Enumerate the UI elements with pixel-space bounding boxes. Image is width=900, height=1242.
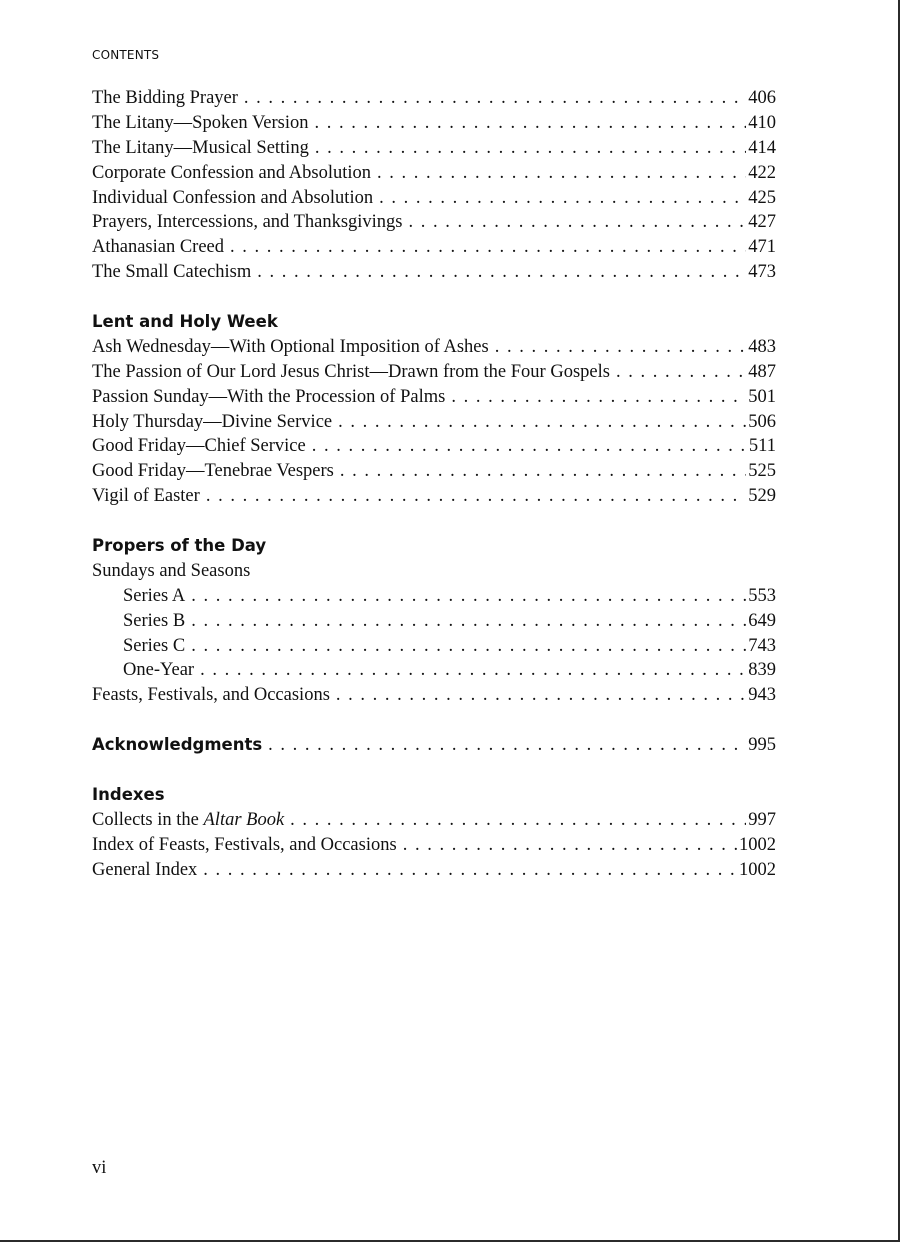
toc-entry-title: Corporate Confession and Absolution [92, 162, 372, 183]
toc-entry [92, 111, 776, 136]
toc-entry-page: 406 [748, 88, 776, 108]
dot-leader [191, 634, 746, 659]
toc-entry-title: Prayers, Intercessions, and Thanksgivings [92, 212, 403, 233]
toc-entry [92, 658, 776, 683]
toc-subheading-title: Sundays and Seasons [92, 560, 251, 581]
dot-leader [203, 858, 737, 883]
toc-entry-page: 943 [748, 685, 776, 706]
toc-entry-title [92, 808, 284, 833]
altar-book-title: Altar Book [203, 809, 285, 830]
toc-subheading [92, 559, 776, 584]
dot-leader [312, 434, 747, 459]
dot-leader [336, 683, 746, 708]
dot-leader [451, 385, 746, 410]
toc-entry [92, 858, 776, 883]
toc-entry [92, 683, 776, 708]
toc-entry-page: 471 [748, 237, 776, 258]
toc-entry [92, 634, 776, 659]
dot-leader [268, 733, 746, 758]
toc-entry-title: Acknowledgments [92, 735, 263, 755]
dot-leader [409, 210, 747, 235]
dot-leader [230, 235, 746, 260]
dot-leader [315, 136, 746, 161]
dot-leader [244, 86, 746, 111]
toc-entry-title: General Index [92, 859, 198, 880]
toc-entry-page: 743 [748, 635, 776, 656]
toc-entry-title: The Bidding Prayer [92, 88, 238, 108]
dot-leader [495, 335, 747, 360]
toc-entry [92, 410, 776, 435]
toc-entry-title: Series C [123, 635, 186, 656]
page-folio: vi [92, 1158, 107, 1178]
toc-entry [92, 484, 776, 509]
toc-entry-title: Good Friday—Chief Service [92, 436, 306, 457]
toc-entry-page: 483 [748, 336, 776, 357]
toc-entry-page: 997 [748, 809, 776, 830]
toc-entry-title: Ash Wednesday—With Optional Imposition of Ashes [92, 336, 489, 357]
dot-leader [340, 459, 746, 484]
dot-leader [290, 808, 746, 833]
toc-entry-page: 501 [748, 386, 776, 407]
section-gap [92, 285, 776, 310]
toc-entry [92, 86, 776, 111]
toc-entry-title: One-Year [123, 660, 195, 681]
toc-entry [92, 609, 776, 634]
dot-leader [206, 484, 746, 509]
toc-entry [92, 186, 776, 211]
toc-entry [92, 260, 776, 285]
toc-entry-page: 995 [748, 735, 776, 756]
dot-leader [191, 584, 746, 609]
toc-entry [92, 584, 776, 609]
toc-entry-page: 414 [748, 137, 776, 158]
toc-entry [92, 385, 776, 410]
toc-entry [92, 136, 776, 161]
table-of-contents [92, 86, 776, 883]
toc-entry-page: 425 [748, 187, 776, 208]
toc-entry [92, 434, 776, 459]
toc-entry-page: 649 [748, 610, 776, 631]
dot-leader [200, 658, 746, 683]
toc-entry-title: The Passion of Our Lord Jesus Christ—Drawn from the Four Gospels [92, 361, 610, 382]
toc-entry-title: Athanasian Creed [92, 237, 225, 258]
toc-entry [92, 235, 776, 260]
dot-leader [377, 161, 746, 186]
toc-entry-title: Holy Thursday—Divine Service [92, 411, 333, 432]
toc-entry-page: 422 [748, 162, 776, 183]
collects-prefix: Collects in the [92, 809, 204, 830]
toc-entry-title: Series B [123, 610, 186, 631]
toc-entry-title: Index of Feasts, Festivals, and Occasions [92, 834, 397, 855]
toc-entry [92, 161, 776, 186]
toc-entry-page: 529 [748, 486, 776, 507]
toc-entry-acknowledgments [92, 733, 776, 758]
toc-entry-page: 511 [748, 436, 776, 457]
section-gap [92, 758, 776, 783]
dot-leader [616, 360, 746, 385]
toc-entry [92, 335, 776, 360]
dot-leader [403, 833, 737, 858]
toc-entry [92, 459, 776, 484]
toc-entry-page: 473 [748, 262, 776, 283]
toc-entry-title: Series A [123, 585, 186, 606]
toc-entry-page: 487 [748, 361, 776, 382]
section-heading-lent: Lent and Holy Week [92, 312, 278, 332]
section-gap [92, 509, 776, 534]
toc-entry-title: Vigil of Easter [92, 486, 200, 507]
running-head: CONTENTS [92, 48, 160, 62]
dot-leader [257, 260, 746, 285]
toc-entry-title: The Litany—Musical Setting [92, 137, 309, 158]
section-heading-indexes: Indexes [92, 784, 165, 804]
toc-entry-title: Passion Sunday—With the Procession of Palms [92, 386, 446, 407]
dot-leader [191, 609, 746, 634]
toc-entry-page: 1002 [739, 859, 776, 880]
toc-entry [92, 833, 776, 858]
toc-entry-title: The Small Catechism [92, 262, 252, 283]
dot-leader [338, 410, 746, 435]
toc-entry-title: Feasts, Festivals, and Occasions [92, 685, 330, 706]
toc-entry [92, 808, 776, 833]
toc-entry-page: 410 [748, 112, 776, 133]
section-gap [92, 708, 776, 733]
toc-entry-page: 1002 [739, 834, 776, 855]
toc-entry-page: 839 [748, 660, 776, 681]
toc-entry [92, 360, 776, 385]
toc-entry-title: The Litany—Spoken Version [92, 112, 309, 133]
dot-leader [379, 186, 746, 211]
toc-entry-title: Individual Confession and Absolution [92, 187, 374, 208]
toc-entry-page: 506 [748, 411, 776, 432]
toc-entry-page: 427 [748, 212, 776, 233]
toc-entry [92, 210, 776, 235]
toc-entry-page: 553 [748, 585, 776, 606]
section-heading-propers: Propers of the Day [92, 536, 267, 556]
toc-entry-title: Good Friday—Tenebrae Vespers [92, 461, 334, 482]
toc-entry-page: 525 [748, 461, 776, 482]
dot-leader [315, 111, 747, 136]
